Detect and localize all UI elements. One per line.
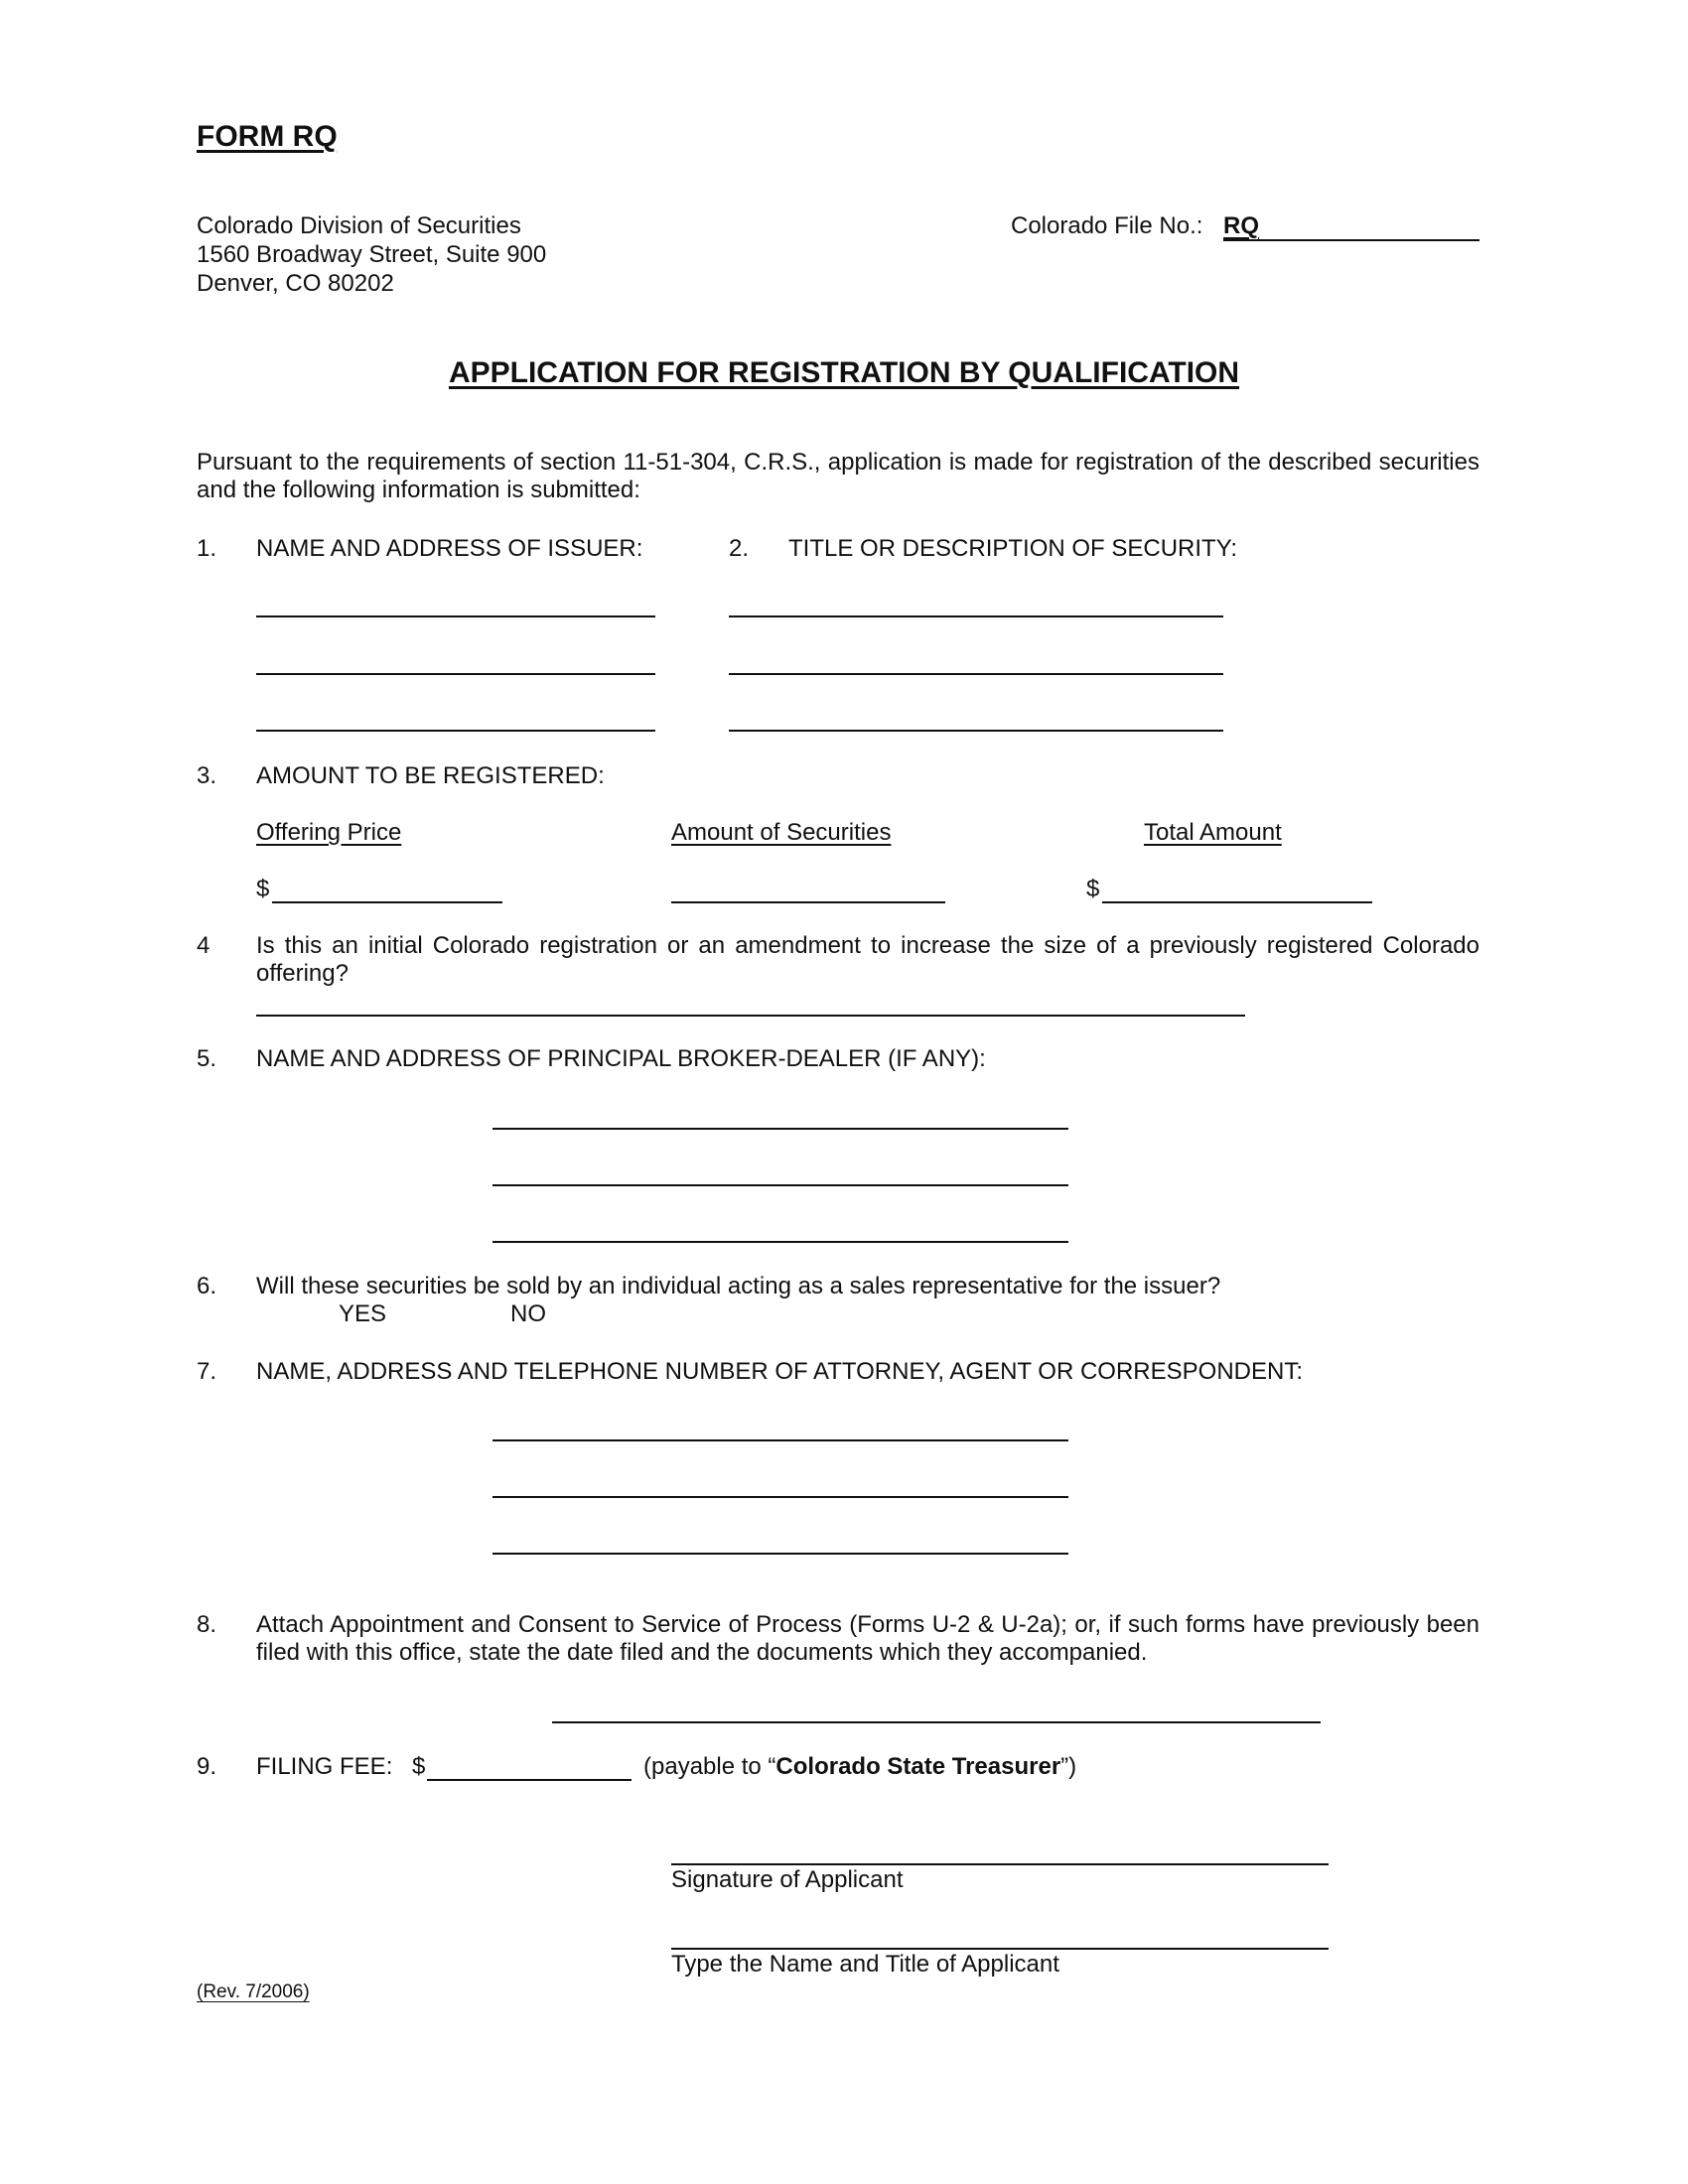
- item-3-number: 3.: [197, 762, 217, 789]
- offering-price-field[interactable]: [272, 901, 502, 903]
- total-dollar-sign: $: [1086, 876, 1100, 902]
- file-no-label: Colorado File No.:: [1011, 212, 1203, 239]
- amount-of-securities-field[interactable]: [671, 901, 945, 903]
- file-no-field[interactable]: [1223, 239, 1479, 241]
- attorney-line-1[interactable]: [492, 1439, 1068, 1441]
- yes-option[interactable]: YES: [339, 1300, 387, 1327]
- agency-street: 1560 Broadway Street, Suite 900: [197, 241, 547, 268]
- item-4-number: 4: [197, 932, 211, 959]
- item-1-number: 1.: [197, 535, 217, 562]
- item-7-label: NAME, ADDRESS AND TELEPHONE NUMBER OF ATTORNEY, AGENT OR CORRESPONDENT:: [256, 1358, 1303, 1385]
- item-8-answer-field[interactable]: [552, 1721, 1321, 1723]
- col-offering-price: Offering Price: [256, 819, 402, 846]
- item-8-text: Attach Appointment and Consent to Service of Process (Forms U-2 & U-2a); or, if such forms have previously been filed with this office, state the date filed and the documents which they accompanied.: [256, 1611, 1479, 1666]
- item-5-number: 5.: [197, 1045, 217, 1072]
- security-line-2[interactable]: [729, 673, 1223, 675]
- signature-field[interactable]: [671, 1863, 1329, 1865]
- no-option[interactable]: NO: [510, 1300, 546, 1327]
- offering-dollar-sign: $: [256, 876, 270, 902]
- name-title-field[interactable]: [671, 1948, 1329, 1950]
- page-title: APPLICATION FOR REGISTRATION BY QUALIFICATION: [448, 356, 1240, 389]
- item-2-number: 2.: [729, 535, 750, 562]
- issuer-line-3[interactable]: [256, 730, 655, 732]
- broker-line-3[interactable]: [492, 1241, 1068, 1243]
- form-title: FORM RQ: [197, 120, 338, 153]
- agency-name: Colorado Division of Securities: [197, 212, 521, 239]
- filing-fee-label: FILING FEE:: [256, 1753, 393, 1780]
- name-title-label: Type the Name and Title of Applicant: [671, 1951, 1059, 1978]
- issuer-line-2[interactable]: [256, 673, 655, 675]
- attorney-line-2[interactable]: [492, 1496, 1068, 1498]
- total-amount-field[interactable]: [1102, 901, 1372, 903]
- item-8-number: 8.: [197, 1611, 217, 1638]
- item-4-question: Is this an initial Colorado registration or an amendment to increase the size of a previously registered Colorado offering?: [256, 932, 1479, 987]
- agency-city: Denver, CO 80202: [197, 270, 394, 297]
- item-1-label: NAME AND ADDRESS OF ISSUER:: [256, 535, 643, 562]
- item-4-answer-field[interactable]: [256, 1015, 1245, 1017]
- revision-note: (Rev. 7/2006): [197, 1981, 310, 2002]
- item-5-label: NAME AND ADDRESS OF PRINCIPAL BROKER-DEALER (IF ANY):: [256, 1045, 986, 1072]
- col-total-amount: Total Amount: [1144, 819, 1282, 846]
- signature-label: Signature of Applicant: [671, 1866, 904, 1893]
- item-6-question: Will these securities be sold by an individual acting as a sales representative for the issuer?: [256, 1273, 1221, 1299]
- broker-line-2[interactable]: [492, 1184, 1068, 1186]
- issuer-line-1[interactable]: [256, 615, 655, 617]
- col-amount-of-securities: Amount of Securities: [671, 819, 892, 846]
- payable-to-text: (payable to “Colorado State Treasurer”): [643, 1753, 1077, 1780]
- item-9-number: 9.: [197, 1753, 217, 1780]
- payable-to-name: Colorado State Treasurer: [775, 1753, 1061, 1780]
- security-line-3[interactable]: [729, 730, 1223, 732]
- file-no-prefix: RQ: [1223, 212, 1259, 239]
- item-7-number: 7.: [197, 1358, 217, 1385]
- broker-line-1[interactable]: [492, 1128, 1068, 1130]
- item-6-number: 6.: [197, 1273, 217, 1299]
- intro-text: Pursuant to the requirements of section 11-51-304, C.R.S., application is made for registration of the described securities and the following information is submitted:: [197, 449, 1479, 503]
- item-3-label: AMOUNT TO BE REGISTERED:: [256, 762, 605, 789]
- filing-fee-field[interactable]: [427, 1779, 632, 1781]
- filing-fee-dollar: $: [412, 1753, 426, 1780]
- attorney-line-3[interactable]: [492, 1553, 1068, 1555]
- security-line-1[interactable]: [729, 615, 1223, 617]
- item-2-label: TITLE OR DESCRIPTION OF SECURITY:: [788, 535, 1238, 562]
